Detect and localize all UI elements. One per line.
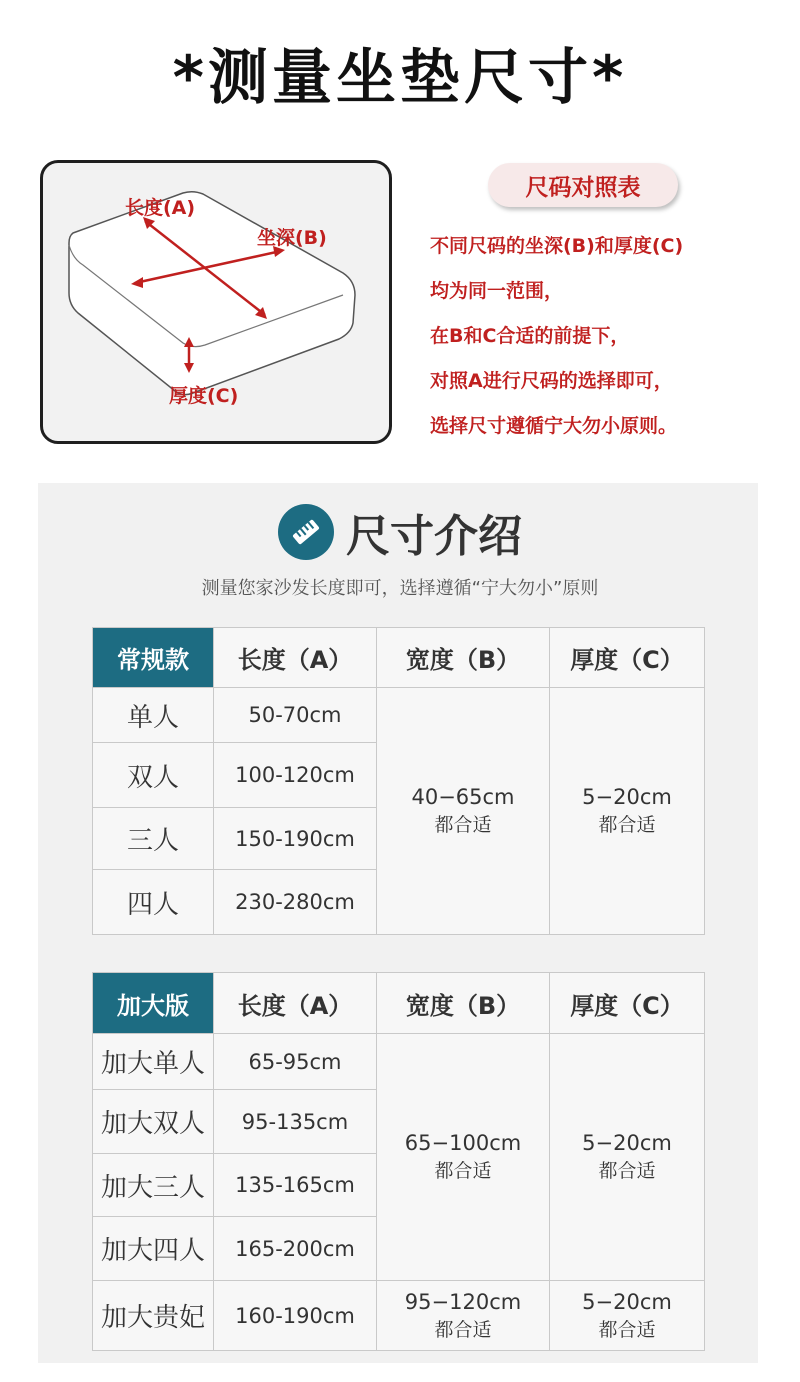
- row-label: 三人: [93, 808, 214, 870]
- width-range: 95−120cm: [404, 1289, 522, 1314]
- table-row: [93, 1034, 705, 1090]
- length-cell: 230-280cm: [214, 870, 377, 935]
- width-note: 都合适: [434, 1160, 492, 1182]
- row-label: 加大三人: [93, 1154, 214, 1217]
- row-label: 加大双人: [93, 1090, 214, 1154]
- thickness-range-cell: [550, 1034, 705, 1281]
- rule-line: 选择尺寸遵循宁大勿小原则。: [430, 415, 678, 437]
- thickness-note: 都合适: [598, 814, 656, 836]
- rule-line: 对照A进行尺码的选择即可，: [430, 370, 673, 392]
- header-length: 长度（A）: [214, 628, 377, 688]
- thickness-c-label: 厚度(C): [169, 385, 239, 407]
- cushion-diagram: [40, 160, 392, 444]
- thickness-note: 都合适: [598, 1318, 656, 1341]
- row-label: 四人: [93, 870, 214, 935]
- width-range-cell: [377, 1281, 550, 1351]
- ruler-icon: [278, 504, 334, 560]
- depth-b-label: 坐深(B): [257, 227, 327, 249]
- thickness-note: 都合适: [598, 1160, 656, 1182]
- width-note: 都合适: [434, 1318, 492, 1341]
- length-cell: 65-95cm: [214, 1034, 377, 1090]
- length-cell: 150-190cm: [214, 808, 377, 870]
- intro-header: [0, 500, 800, 564]
- thickness-range-cell: [550, 1281, 705, 1351]
- width-range: 40−65cm: [411, 785, 515, 809]
- length-cell: 95-135cm: [214, 1090, 377, 1154]
- thickness-range: 5−20cm: [582, 1289, 672, 1314]
- table-row: [93, 1281, 705, 1351]
- length-cell: 160-190cm: [214, 1281, 377, 1351]
- row-label: 加大单人: [93, 1034, 214, 1090]
- large-corner-cell: 加大版: [93, 973, 214, 1034]
- intro-title: 尺寸介绍: [346, 511, 522, 562]
- rule-line: 在B和C合适的前提下，: [430, 325, 630, 347]
- header-width: 宽度（B）: [377, 973, 550, 1034]
- rule-line: 不同尺码的坐深(B)和厚度(C): [430, 235, 684, 257]
- thickness-range-cell: [550, 688, 705, 935]
- length-cell: 135-165cm: [214, 1154, 377, 1217]
- size-chart-title: 尺码对照表: [525, 174, 641, 201]
- size-chart-badge: [488, 163, 678, 207]
- table-row: [93, 688, 705, 743]
- large-size-table: [92, 972, 705, 1351]
- page-title: *测量坐垫尺寸*: [172, 43, 628, 113]
- intro-subtitle: 测量您家沙发长度即可，选择遵循“宁大勿小”原则: [201, 578, 599, 599]
- width-range-cell: [377, 1034, 550, 1281]
- length-a-label: 长度(A): [125, 197, 196, 219]
- width-note: 都合适: [434, 814, 492, 836]
- thickness-range: 5−20cm: [582, 785, 672, 809]
- regular-size-table: [92, 627, 705, 935]
- table-header-row: [93, 973, 705, 1034]
- row-label: 加大贵妃: [93, 1281, 214, 1351]
- length-cell: 165-200cm: [214, 1217, 377, 1281]
- regular-corner-cell: 常规款: [93, 628, 214, 688]
- length-cell: 100-120cm: [214, 743, 377, 808]
- size-rule-text: [430, 224, 790, 449]
- rule-line: 均为同一范围，: [430, 280, 564, 302]
- table-header-row: [93, 628, 705, 688]
- header-length: 长度（A）: [214, 973, 377, 1034]
- width-range: 65−100cm: [404, 1131, 522, 1155]
- row-label: 加大四人: [93, 1217, 214, 1281]
- width-range-cell: [377, 688, 550, 935]
- header-thickness: 厚度（C）: [550, 628, 705, 688]
- row-label: 单人: [93, 688, 214, 743]
- thickness-range: 5−20cm: [582, 1131, 672, 1155]
- header-width: 宽度（B）: [377, 628, 550, 688]
- length-cell: 50-70cm: [214, 688, 377, 743]
- header-thickness: 厚度（C）: [550, 973, 705, 1034]
- row-label: 双人: [93, 743, 214, 808]
